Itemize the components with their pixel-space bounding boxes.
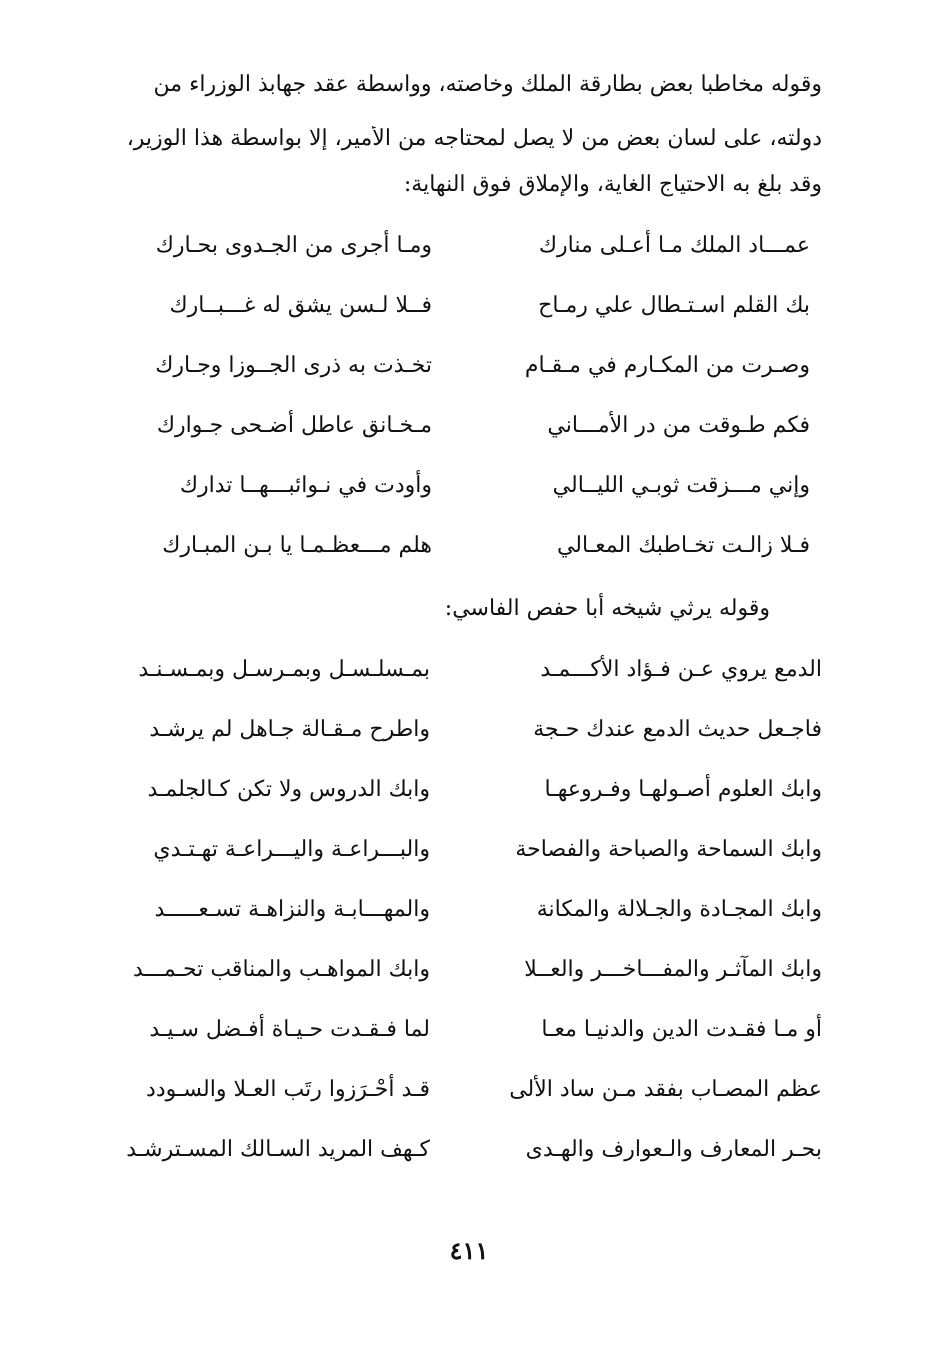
verse-first-hemistich: أو مـا فقـدت الدين والدنيـا معـا xyxy=(541,1017,822,1042)
verse-first-hemistich: فـلا زالـت تخـاطبك المعـالي xyxy=(556,533,810,558)
verse-first-hemistich: وابك المآثـر والمفـــاخـــر والعــلا xyxy=(524,957,822,982)
verse-first-hemistich: عظم المصـاب بفقد مـن ساد الألى xyxy=(509,1077,822,1102)
verse-second-hemistich: ومـا أجرى من الجـدوى بحـارك xyxy=(155,233,432,258)
poem-1 xyxy=(80,228,830,588)
elegy-intro: وقوله يرثي شيخه أبا حفص الفاسي: xyxy=(444,596,770,621)
verse-first-hemistich: بك القلم اسـتـطال علي رمـاح xyxy=(538,293,810,318)
verse-second-hemistich: والبـــراعـة واليـــراعـة تهـتـدي xyxy=(153,837,430,862)
verse xyxy=(80,892,830,952)
verse-second-hemistich: وأودت في نـوائبـــهــا تدارك xyxy=(179,473,432,498)
verse-first-hemistich: عمـــاد الملك مـا أعـلى منارك xyxy=(538,233,810,258)
verse-first-hemistich: وابك المجـادة والجـلالة والمكانة xyxy=(536,897,822,922)
verse xyxy=(80,1132,830,1192)
verse-second-hemistich: هلم مـــعظـمـا يا بـن المبـارك xyxy=(162,533,432,558)
verse-second-hemistich: لما فـقـدت حـيـاة أفـضل سـيـد xyxy=(149,1017,430,1042)
poem-2 xyxy=(80,652,830,1192)
verse-second-hemistich: وابك المواهـب والمناقب تحـمـــد xyxy=(132,957,430,982)
verse-second-hemistich: فــلا لـسن يشق له غـــبــارك xyxy=(169,293,432,318)
verse-second-hemistich: والمهـــابـة والنزاهـة تسـعـــــد xyxy=(154,897,430,922)
verse-first-hemistich: بحـر المعارف والـعوارف والهـدى xyxy=(525,1137,822,1162)
verse-second-hemistich: وابك الدروس ولا تكن كـالجلمـد xyxy=(147,777,430,802)
verse-second-hemistich: كـهف المريد السـالك المسـترشـد xyxy=(126,1137,430,1162)
verse-second-hemistich: مـخـانق عاطل أضـحى جـوارك xyxy=(156,413,432,438)
verse xyxy=(80,228,830,288)
intro-line-1: وقوله مخاطبا بعض بطارقة الملك وخاصته، وواسطة عقد جهابذ الوزراء من xyxy=(153,72,822,97)
verse xyxy=(80,652,830,712)
verse-second-hemistich: بمـسلـسـل وبمـرسـل وبمـسـنـد xyxy=(138,657,430,682)
verse-first-hemistich: الدمع يروي عـن فـؤاد الأكـــمـد xyxy=(540,657,822,682)
verse xyxy=(80,468,830,528)
verse-first-hemistich: وإني مـــزقت ثوبـي الليــالي xyxy=(552,473,810,498)
verse-first-hemistich: وصـرت من المكـارم في مـقـام xyxy=(524,353,810,378)
verse-first-hemistich: فاجـعل حديث الدمع عندك حـجة xyxy=(533,717,822,742)
page-number: ٤١١ xyxy=(449,1236,489,1265)
verse xyxy=(80,408,830,468)
intro-line-3: وقد بلغ به الاحتياج الغاية، والإملاق فوق النهاية: xyxy=(403,172,822,197)
verse-first-hemistich: فكم طـوقت من در الأمـــاني xyxy=(547,413,810,438)
verse xyxy=(80,1012,830,1072)
verse xyxy=(80,712,830,772)
verse-second-hemistich: واطرح مـقـالة جـاهل لم يرشـد xyxy=(149,717,430,742)
verse xyxy=(80,832,830,892)
verse xyxy=(80,952,830,1012)
verse-second-hemistich: تخـذت به ذرى الجــوزا وجـارك xyxy=(155,353,432,378)
verse xyxy=(80,288,830,348)
verse-second-hemistich: قـد أحْـرَزوا رتَب العـلا والسـودد xyxy=(146,1077,430,1102)
intro-line-2: دولته، على لسان بعض من لا يصل لمحتاجه من الأمير، إلا بواسطة هذا الوزير، xyxy=(126,126,822,151)
verse xyxy=(80,1072,830,1132)
verse xyxy=(80,528,830,588)
verse xyxy=(80,772,830,832)
verse-first-hemistich: وابك العلوم أصـولهـا وفـروعهـا xyxy=(544,777,822,802)
verse-first-hemistich: وابك السماحة والصباحة والفصاحة xyxy=(515,837,822,862)
verse xyxy=(80,348,830,408)
